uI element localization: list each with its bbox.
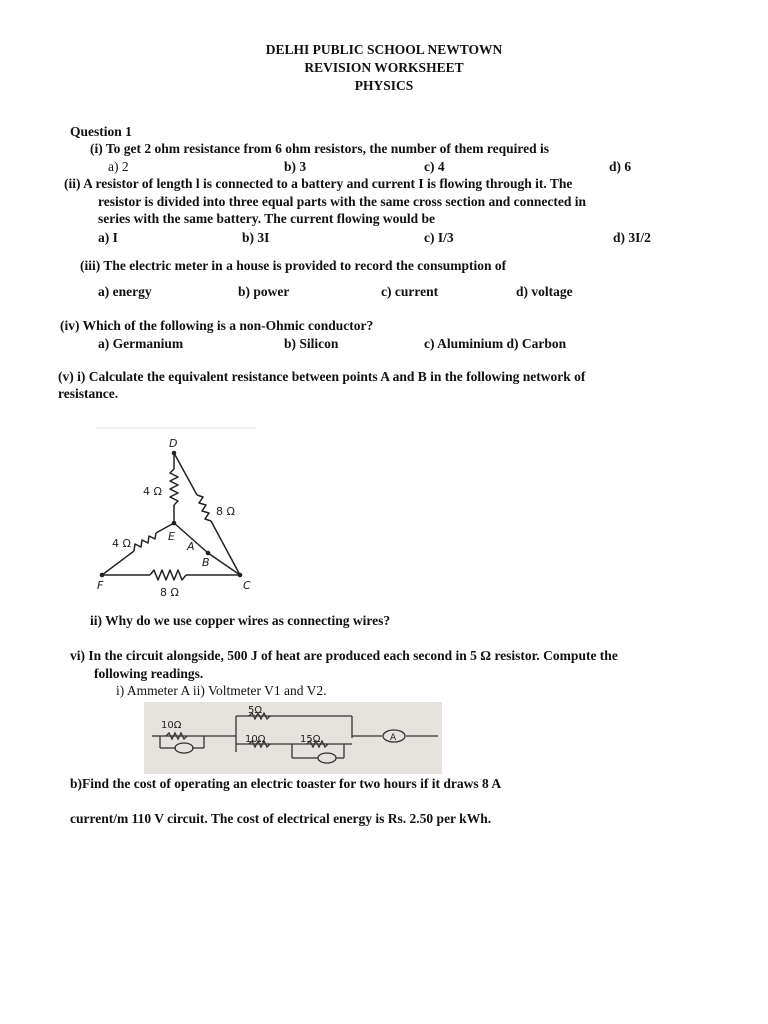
q3-option-d: d) voltage xyxy=(516,284,573,299)
worksheet-title: REVISION WORKSHEET xyxy=(304,60,464,75)
q5-line2: resistance. xyxy=(58,386,119,401)
q3-option-c: c) current xyxy=(381,284,439,299)
circuit-figure xyxy=(144,702,442,774)
q3-option-a: a) energy xyxy=(98,284,152,299)
q2-line2: resistor is divided into three equal parts with the same cross section and connected in xyxy=(98,194,587,209)
circuit-label-10ohm-left: 10Ω xyxy=(161,720,182,731)
circuit-label-10ohm-lower: 10Ω xyxy=(245,734,266,745)
q4-option-a: a) Germanium xyxy=(98,336,184,351)
q2-line1: (ii) A resistor of length l is connected to a battery and current I is flowing through it. The xyxy=(64,176,573,191)
resistor-label-fc: 8 Ω xyxy=(160,586,179,599)
circuit-label-15ohm: 15Ω xyxy=(300,734,321,745)
school-name: DELHI PUBLIC SCHOOL NEWTOWN xyxy=(265,42,503,57)
q1-option-a: a) 2 xyxy=(108,159,129,174)
subject-title: PHYSICS xyxy=(354,78,414,93)
resistor-label-ef: 4 Ω xyxy=(112,537,131,550)
resistor-network-figure xyxy=(92,425,262,600)
resistor-label-dc: 8 Ω xyxy=(216,505,235,518)
q5-part2: ii) Why do we use copper wires as connecting wires? xyxy=(90,613,391,628)
q2-option-b: b) 3I xyxy=(242,230,270,245)
node-label-b: B xyxy=(202,556,210,569)
node-label-f: F xyxy=(97,579,104,592)
resistor-label-de: 4 Ω xyxy=(143,485,162,498)
q2-option-d: d) 3I/2 xyxy=(613,230,651,245)
q3-text: (iii) The electric meter in a house is provided to record the consumption of xyxy=(80,258,507,273)
node-label-c: C xyxy=(243,579,251,592)
node-label-e: E xyxy=(168,530,175,543)
q6-line2: following readings. xyxy=(94,666,204,681)
question-title: Question 1 xyxy=(70,124,132,139)
q1-option-c: c) 4 xyxy=(424,159,445,174)
q2-line3: series with the same battery. The current flowing would be xyxy=(98,211,435,226)
node-label-d: D xyxy=(169,437,178,450)
q6-line1: vi) In the circuit alongside, 500 J of heat are produced each second in 5 Ω resistor. Compute the xyxy=(70,648,618,663)
q4-option-b: b) Silicon xyxy=(284,336,339,351)
q6b-line1: b)Find the cost of operating an electric toaster for two hours if it draws 8 A xyxy=(70,776,502,791)
q6-line3: i) Ammeter A ii) Voltmeter V1 and V2. xyxy=(116,683,327,698)
q2-option-a: a) I xyxy=(98,230,118,245)
q1-option-b: b) 3 xyxy=(284,159,307,174)
q5-line1: (v) i) Calculate the equivalent resistance between points A and B in the following network of xyxy=(58,369,586,384)
q4-text: (iv) Which of the following is a non-Ohmic conductor? xyxy=(60,318,374,333)
q1-option-d: d) 6 xyxy=(609,159,632,174)
circuit-label-5ohm: 5Ω xyxy=(248,705,263,716)
q3-option-b: b) power xyxy=(238,284,290,299)
q2-option-c: c) I/3 xyxy=(424,230,454,245)
ammeter-label: A xyxy=(390,733,397,743)
q6b-line2: current/m 110 V circuit. The cost of electrical energy is Rs. 2.50 per kWh. xyxy=(70,811,492,826)
node-label-a: A xyxy=(187,540,195,553)
q1-text: (i) To get 2 ohm resistance from 6 ohm resistors, the number of them required is xyxy=(90,141,549,156)
q4-option-cd: c) Aluminium d) Carbon xyxy=(424,336,567,351)
